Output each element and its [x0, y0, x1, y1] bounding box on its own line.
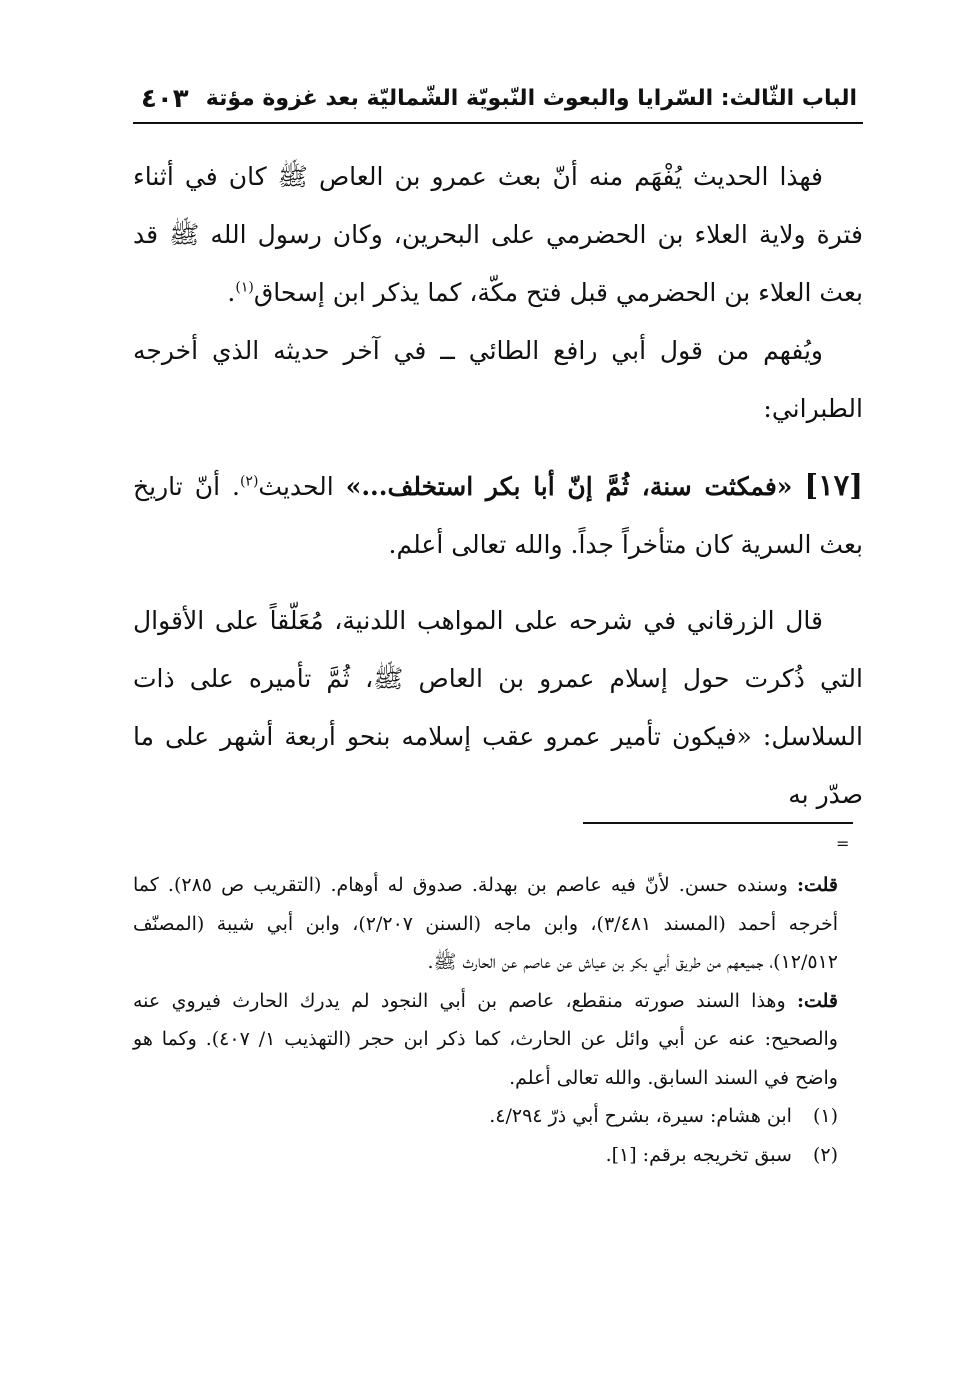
paragraph-1-text: فهذا الحديث يُفْهَم منه أنّ بعث عمرو بن العاص ﷺ كان في أثناء فترة ولاية العلاء بن الحضرمي على البحرين، وكان رسول الله ﷺ قد بعث العلاء بن الحضرمي قبل فتح مكّة، كما يذكر ابن إسحاق [133, 162, 863, 307]
note-continuation-2 [133, 982, 838, 1098]
footnote-ref-1: (١) [235, 279, 254, 296]
footnote-1 [133, 1097, 838, 1136]
paragraph-2-text: ويُفهم من قول أبي رافع الطائي ــ في آخر حديثه الذي أخرجه الطبراني: [133, 336, 863, 423]
main-text [133, 148, 863, 824]
page-header [133, 82, 863, 124]
note-2-text: وهذا السند صورته منقطع، عاصم بن أبي النجود لم يدرك الحارث فيروي عنه والصحيح: عنه عن أبي وائل عن الحارث، كما ذكر ابن حجر (التهذيب ١/ ٤٠٧). وكما هو واضح في السند السابق. والله تعالى أعلم. [133, 989, 838, 1089]
hadith-word: الحديث [258, 472, 334, 501]
note-1-label: قلت: [796, 874, 839, 896]
footnote-2-text: سبق تخريجه برقم: [١]. [605, 1143, 792, 1166]
hadith-17 [133, 456, 863, 574]
footnote-1-text: ابن هشام: سيرة، بشرح أبي ذرّ ٤/٢٩٤. [489, 1105, 792, 1127]
note-2-label: قلت: [796, 989, 838, 1012]
footnote-1-number: (١) [812, 1105, 838, 1127]
footnote-2 [133, 1136, 838, 1175]
hadith-quote: «فمكثت سنة، ثُمَّ إنّ أبا بكر استخلف...» [345, 472, 793, 501]
chapter-title: الباب الثّالث: السّرايا والبعوث النّبويّة الشّماليّة بعد غزوة مؤتة [205, 86, 857, 111]
paragraph-4 [133, 592, 863, 824]
hadith-rest: . أنّ تاريخ بعث السرية كان متأخراً جداً. والله تعالى أعلم. [133, 472, 863, 559]
continuation-mark: = [836, 834, 850, 853]
paragraph-1 [133, 148, 863, 322]
paragraph-4-text: قال الزرقاني في شرحه على المواهب اللدنية، مُعَلّقاً على الأقوال التي ذُكرت حول إسلام عمرو بن العاص ﷺ، ثُمَّ تأميره على ذات السلاسل: «فيكون تأمير عمرو عقب إسلامه بنحو أربعة أشهر على ما صدّر به [133, 606, 863, 809]
footnote-separator [583, 822, 853, 824]
page-number: ٤٠٣ [141, 84, 189, 114]
paragraph-1-end: . [227, 278, 236, 307]
footnote-2-number: (٢) [812, 1143, 838, 1166]
note-continuation-1 [133, 866, 838, 982]
footnote-ref-2: (٢) [239, 473, 259, 490]
footnotes [133, 866, 838, 1174]
hadith-number: [١٧] [804, 468, 863, 502]
note-1-text: وسنده حسن. لأنّ فيه عاصم بن بهدلة. صدوق له أوهام. (التقريب ص ٢٨٥). كما أخرجه أحمد (المسند ٣/٤٨١)، وابن ماجه (السنن ٢/٢٠٧)، وابن أبي شيبة (المصنّف ١٢/٥١٢)، جميعهم من طريق أبي بكر بن عياش عن عاصم عن الحارث ﷺ. [133, 874, 839, 973]
paragraph-2 [133, 322, 863, 438]
